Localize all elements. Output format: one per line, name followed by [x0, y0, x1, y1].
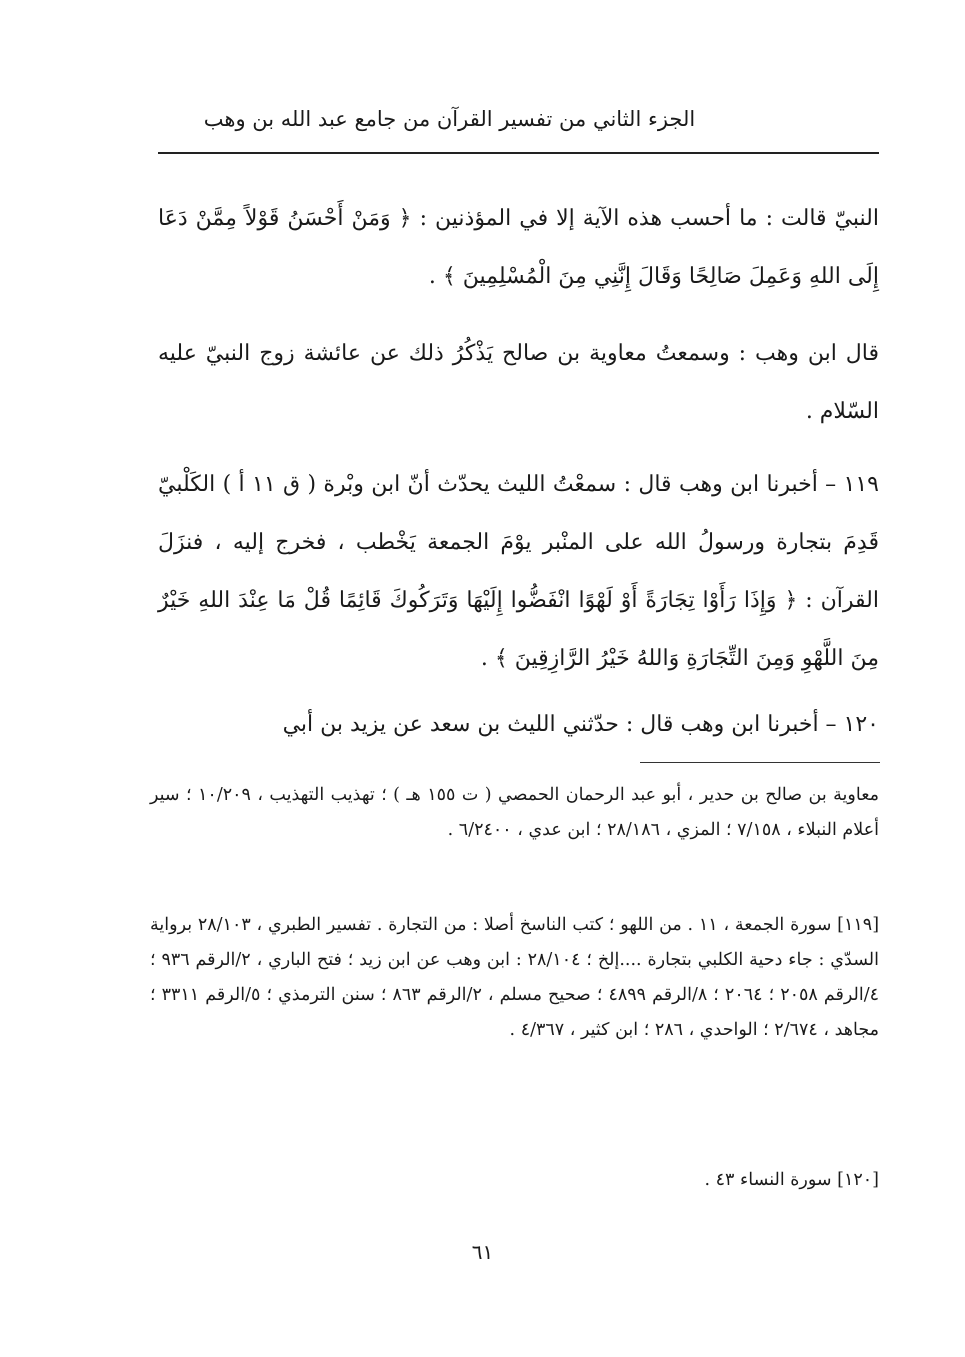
footnote-119: [١١٩] سورة الجمعة ، ١١ . من اللهو ؛ كتب الناسخ أصلا : من التجارة . تفسير الطبري ، ٢٨/١٠٣ برواية السدّي : جاء دحية الكلبي بتجارة ....إلخ ؛ ٢٨/١٠٤ : ابن وهب عن ابن زيد ؛ فتح الباري ، ٢/الرقم ٩٣٦ ؛ ٤/الرقم ٢٠٥٨ ؛ ٢٠٦٤ ؛ ٨/الرقم ٤٨٩٩ ؛ صحيح مسلم ، ٢/الرقم ٨٦٣ ؛ سنن الترمذي ؛ ٥/الرقم ٣٣١١ ؛ مجاهد ، ٢/٦٧٤ ؛ الواحدي ، ٢٨٦ ؛ ابن كثير ، ٤/٣٦٧ . — [150, 915, 880, 1040]
footnote-rule — [640, 762, 880, 763]
paragraph-2: قال ابن وهب : وسمعتُ معاوية بن صالح يَذْكُرُ ذلك عن عائشة زوج النبيّ عليه السّلام . — [158, 341, 879, 424]
header-rule — [158, 152, 879, 154]
running-title: الجزء الثاني من تفسير القرآن من جامع عبد الله بن وهب — [203, 107, 696, 131]
footnote-1: معاوية بن صالح بن حدير ، أبو عبد الرحمان الحمصي ( ت ١٥٥ هـ ) ؛ تهذيب التهذيب ، ١٠/٢٠٩ ؛ سير أعلام النبلاء ، ٧/١٥٨ ؛ المزي ، ٢٨/١٨٦ ؛ ابن عدي ، ٦/٢٤٠٠ . — [150, 785, 880, 840]
footnote-120: [١٢٠] سورة النساء ٤٣ . — [704, 1170, 879, 1190]
paragraph-119: ١١٩ – أخبرنا ابن وهب قال : سمعْتُ الليث يحدّث أنّ ابن وبْرة ( ق ١١ أ ) الكَلْبيّ قَدِمَ بتجارة ورسولُ الله على المنْبر يوْمَ الجمعة يَخْطب ، فخرج إليه ، فنزَلَ القرآن : ﴿ وَإِذَا رَأَوْا تِجَارَةً أَوْ لَهْوًا انْفَضُّوا إِلَيْهَا وَتَرَكُوكَ قَائِمًا قُلْ مَا عِنْدَ اللهِ خَيْرٌ مِنَ اللَّهْوِ وَمِنَ التِّجَارَةِ وَاللهُ خَيْرُ الرَّازِقِينَ ﴾ . — [158, 472, 879, 671]
paragraph-1: النبيّ قالت : ما أحسب هذه الآية إلا في المؤذنين : ﴿ وَمَنْ أَحْسَنُ قَوْلاً مِمَّنْ دَعَا إِلَى اللهِ وَعَمِلَ صَالِحًا وَقَالَ إِنَّنِي مِنَ الْمُسْلِمِينَ ﴾ . — [158, 206, 879, 289]
paragraph-120: ١٢٠ – أخبرنا ابن وهب قال : حدّثني الليث بن سعد عن يزيد بن أبي — [282, 712, 879, 737]
page-number: ٦١ — [471, 1240, 494, 1264]
